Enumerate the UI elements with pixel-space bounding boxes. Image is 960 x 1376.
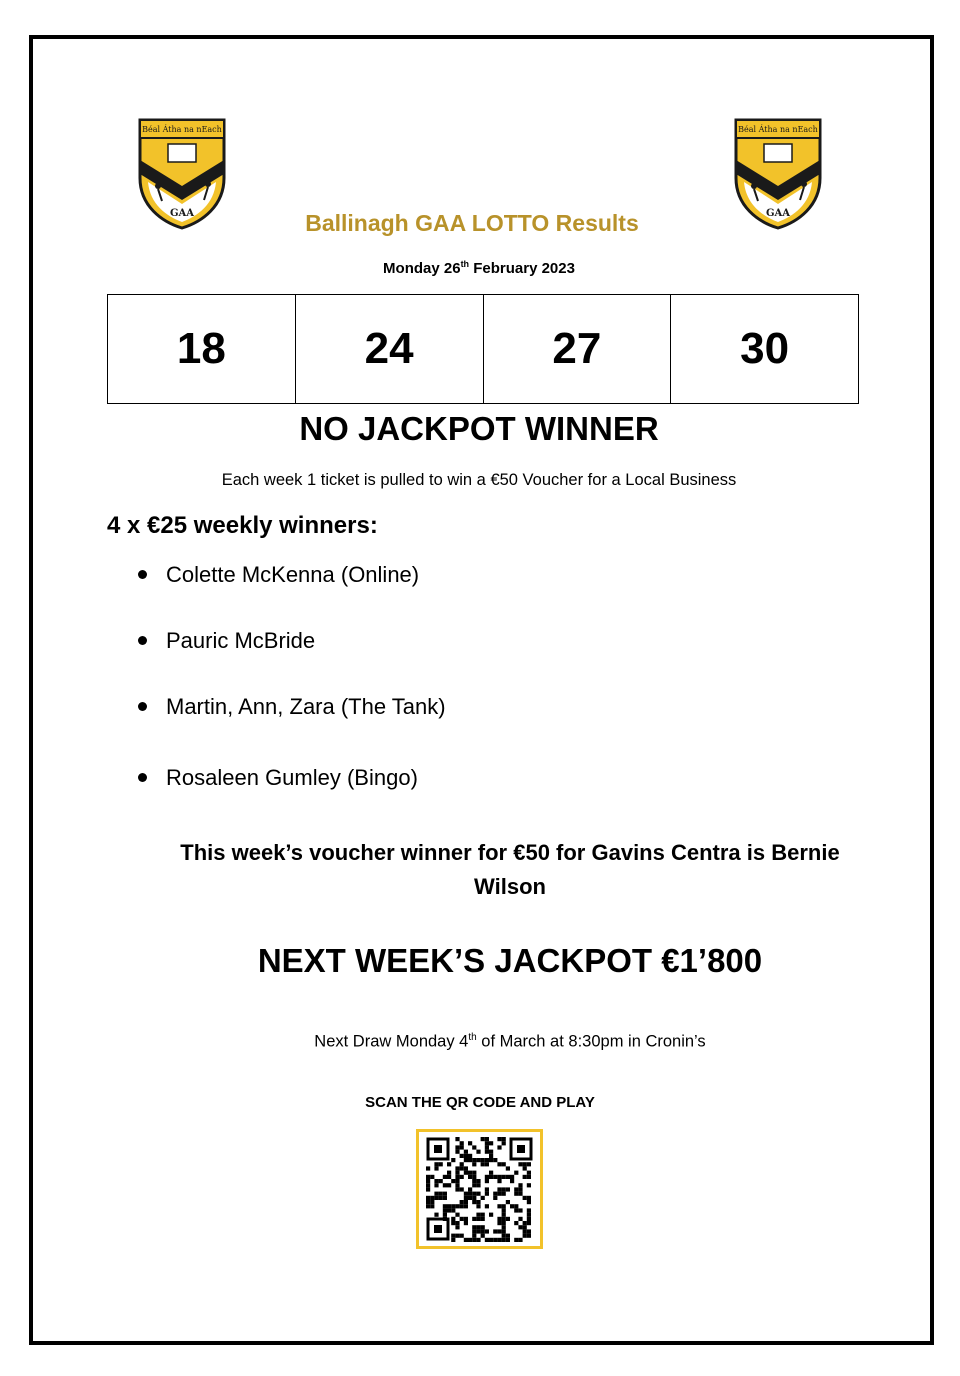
qr-module bbox=[523, 1166, 527, 1170]
qr-module bbox=[472, 1229, 476, 1233]
qr-module bbox=[523, 1234, 527, 1238]
qr-module bbox=[497, 1179, 501, 1183]
qr-module bbox=[460, 1162, 464, 1166]
qr-module bbox=[468, 1238, 472, 1242]
qr-module bbox=[434, 1213, 438, 1217]
qr-module bbox=[485, 1137, 489, 1141]
qr-module bbox=[502, 1204, 506, 1208]
qr-module bbox=[447, 1175, 451, 1179]
qr-module bbox=[527, 1234, 531, 1238]
qr-module bbox=[506, 1175, 510, 1179]
qr-module bbox=[468, 1158, 472, 1162]
qr-module bbox=[518, 1225, 522, 1229]
qr-module bbox=[451, 1221, 455, 1225]
qr-module bbox=[497, 1187, 501, 1191]
qr-module bbox=[464, 1150, 468, 1154]
qr-module bbox=[472, 1175, 476, 1179]
qr-module bbox=[472, 1196, 476, 1200]
qr-module bbox=[464, 1200, 468, 1204]
qr-module bbox=[447, 1183, 451, 1187]
qr-module bbox=[497, 1175, 501, 1179]
qr-module bbox=[485, 1179, 489, 1183]
qr-module bbox=[476, 1225, 480, 1229]
voucher-note: Each week 1 ticket is pulled to win a €50 Voucher for a Local Business bbox=[221, 471, 737, 489]
bullet-icon bbox=[138, 773, 147, 782]
qr-module bbox=[518, 1192, 522, 1196]
qr-module bbox=[523, 1229, 527, 1233]
qr-module bbox=[472, 1183, 476, 1187]
qr-module bbox=[502, 1208, 506, 1212]
qr-module bbox=[485, 1141, 489, 1145]
qr-module bbox=[510, 1204, 514, 1208]
qr-module bbox=[443, 1175, 447, 1179]
bullet-icon bbox=[138, 702, 147, 711]
qr-module bbox=[443, 1204, 447, 1208]
qr-module bbox=[426, 1187, 430, 1191]
qr-module bbox=[506, 1238, 510, 1242]
qr-module bbox=[476, 1158, 480, 1162]
qr-module bbox=[464, 1192, 468, 1196]
draw-number: 18 bbox=[108, 295, 296, 403]
qr-module bbox=[468, 1175, 472, 1179]
qr-module bbox=[468, 1187, 472, 1191]
qr-module bbox=[455, 1171, 459, 1175]
qr-module bbox=[434, 1192, 438, 1196]
qr-module bbox=[472, 1145, 476, 1149]
qr-module bbox=[455, 1187, 459, 1191]
qr-module bbox=[493, 1158, 497, 1162]
qr-module bbox=[502, 1137, 506, 1141]
qr-module bbox=[527, 1229, 531, 1233]
qr-module bbox=[426, 1166, 430, 1170]
qr-module bbox=[518, 1217, 522, 1221]
qr-module bbox=[460, 1154, 464, 1158]
qr-module bbox=[485, 1150, 489, 1154]
qr-module bbox=[510, 1179, 514, 1183]
qr-module bbox=[460, 1166, 464, 1170]
bullet-icon bbox=[138, 570, 147, 579]
qr-module bbox=[472, 1192, 476, 1196]
qr-module bbox=[489, 1150, 493, 1154]
qr-module bbox=[485, 1238, 489, 1242]
qr-module bbox=[527, 1217, 531, 1221]
qr-module bbox=[472, 1171, 476, 1175]
qr-module bbox=[481, 1162, 485, 1166]
qr-module bbox=[514, 1204, 518, 1208]
svg-text:GAA: GAA bbox=[765, 208, 791, 219]
next-draw-info: Next Draw Monday 4th of March at 8:30pm in Cronin’s bbox=[314, 1032, 706, 1051]
qr-module bbox=[489, 1154, 493, 1158]
qr-module bbox=[506, 1217, 510, 1221]
qr-module bbox=[464, 1204, 468, 1208]
qr-module bbox=[468, 1171, 472, 1175]
qr-module bbox=[523, 1175, 527, 1179]
qr-module bbox=[464, 1196, 468, 1200]
qr-module bbox=[464, 1171, 468, 1175]
qr-module bbox=[497, 1192, 501, 1196]
qr-module bbox=[497, 1217, 501, 1221]
qr-module bbox=[485, 1158, 489, 1162]
qr-module bbox=[464, 1166, 468, 1170]
qr-module bbox=[464, 1217, 468, 1221]
qr-module bbox=[455, 1221, 459, 1225]
qr-module bbox=[476, 1204, 480, 1208]
qr-module bbox=[451, 1208, 455, 1212]
qr-module bbox=[434, 1183, 438, 1187]
qr-module bbox=[451, 1238, 455, 1242]
qr-module bbox=[426, 1200, 430, 1204]
qr-module bbox=[439, 1196, 443, 1200]
qr-module bbox=[464, 1154, 468, 1158]
qr-module bbox=[434, 1179, 438, 1183]
qr-module bbox=[493, 1229, 497, 1233]
qr-module bbox=[472, 1217, 476, 1221]
qr-module bbox=[476, 1217, 480, 1221]
qr-module bbox=[523, 1162, 527, 1166]
qr-module bbox=[493, 1196, 497, 1200]
qr-module bbox=[455, 1179, 459, 1183]
qr-module bbox=[502, 1234, 506, 1238]
qr-module bbox=[460, 1217, 464, 1221]
qr-module bbox=[527, 1175, 531, 1179]
svg-text:GAA: GAA bbox=[169, 208, 195, 219]
qr-module bbox=[447, 1204, 451, 1208]
qr-module bbox=[481, 1234, 485, 1238]
qr-module bbox=[489, 1175, 493, 1179]
qr-module bbox=[455, 1175, 459, 1179]
qr-module bbox=[460, 1175, 464, 1179]
qr-module bbox=[476, 1229, 480, 1233]
qr-module bbox=[451, 1217, 455, 1221]
qr-module bbox=[464, 1238, 468, 1242]
qr-module bbox=[468, 1192, 472, 1196]
bullet-icon bbox=[138, 636, 147, 645]
svg-text:Béal Átha na nEach: Béal Átha na nEach bbox=[142, 125, 222, 134]
qr-module bbox=[430, 1204, 434, 1208]
qr-module bbox=[476, 1150, 480, 1154]
qr-module bbox=[443, 1217, 447, 1221]
qr-module bbox=[460, 1200, 464, 1204]
qr-module bbox=[472, 1238, 476, 1242]
voucher-winner: This week’s voucher winner for €50 for Gavins Centra is Bernie Wilson bbox=[180, 840, 840, 899]
qr-module bbox=[502, 1192, 506, 1196]
weekly-winners-heading: 4 x €25 weekly winners: bbox=[107, 512, 378, 539]
qr-module bbox=[476, 1192, 480, 1196]
qr-module bbox=[489, 1213, 493, 1217]
qr-module bbox=[493, 1175, 497, 1179]
qr-module bbox=[497, 1204, 501, 1208]
qr-module bbox=[455, 1137, 459, 1141]
qr-module bbox=[514, 1171, 518, 1175]
qr-module bbox=[476, 1183, 480, 1187]
qr-module bbox=[455, 1150, 459, 1154]
qr-module bbox=[518, 1187, 522, 1191]
qr-module bbox=[527, 1196, 531, 1200]
qr-module bbox=[481, 1158, 485, 1162]
qr-module bbox=[489, 1238, 493, 1242]
qr-module bbox=[485, 1192, 489, 1196]
qr-module bbox=[510, 1175, 514, 1179]
qr-module bbox=[455, 1234, 459, 1238]
qr-module bbox=[455, 1166, 459, 1170]
qr-module bbox=[455, 1225, 459, 1229]
qr-module bbox=[485, 1145, 489, 1149]
qr-module bbox=[476, 1200, 480, 1204]
qr-module bbox=[523, 1221, 527, 1225]
qr-module bbox=[514, 1187, 518, 1191]
qr-module bbox=[502, 1229, 506, 1233]
qr-module bbox=[472, 1162, 476, 1166]
qr-module bbox=[451, 1158, 455, 1162]
qr-module bbox=[489, 1158, 493, 1162]
qr-module bbox=[489, 1141, 493, 1145]
list-item: Colette McKenna (Online) bbox=[138, 562, 419, 588]
qr-module bbox=[527, 1200, 531, 1204]
qr-module bbox=[455, 1183, 459, 1187]
qr-module bbox=[430, 1200, 434, 1204]
qr-module bbox=[514, 1208, 518, 1212]
qr-module bbox=[527, 1162, 531, 1166]
qr-module bbox=[443, 1183, 447, 1187]
qr-module bbox=[472, 1158, 476, 1162]
svg-text:Béal Átha na nEach: Béal Átha na nEach bbox=[738, 125, 818, 134]
qr-module bbox=[485, 1204, 489, 1208]
qr-module bbox=[481, 1217, 485, 1221]
qr-module bbox=[439, 1162, 443, 1166]
draw-number: 24 bbox=[296, 295, 484, 403]
qr-module bbox=[451, 1234, 455, 1238]
qr-module bbox=[443, 1208, 447, 1212]
qr-module bbox=[514, 1221, 518, 1225]
qr-module bbox=[481, 1137, 485, 1141]
qr-module bbox=[481, 1225, 485, 1229]
qr-module bbox=[523, 1225, 527, 1229]
qr-module bbox=[434, 1162, 438, 1166]
qr-module bbox=[485, 1162, 489, 1166]
list-item: Rosaleen Gumley (Bingo) bbox=[138, 765, 418, 791]
qr-module bbox=[518, 1208, 522, 1212]
qr-module bbox=[451, 1179, 455, 1183]
qr-module bbox=[460, 1234, 464, 1238]
draw-number: 30 bbox=[740, 324, 790, 373]
qr-module bbox=[455, 1204, 459, 1208]
qr-module bbox=[481, 1196, 485, 1200]
qr-module bbox=[506, 1187, 510, 1191]
qr-module bbox=[502, 1225, 506, 1229]
qr-module bbox=[443, 1192, 447, 1196]
qr-module bbox=[514, 1238, 518, 1242]
qr-module bbox=[439, 1192, 443, 1196]
qr-module bbox=[527, 1171, 531, 1175]
qr-module bbox=[502, 1221, 506, 1225]
list-item: Pauric McBride bbox=[138, 628, 315, 654]
draw-number: 27 bbox=[484, 295, 672, 403]
qr-module bbox=[518, 1162, 522, 1166]
qr-module bbox=[426, 1183, 430, 1187]
qr-module bbox=[464, 1158, 468, 1162]
qr-module bbox=[455, 1145, 459, 1149]
qr-module bbox=[502, 1175, 506, 1179]
qr-module bbox=[523, 1196, 527, 1200]
next-jackpot: NEXT WEEK’S JACKPOT €1’800 bbox=[257, 942, 763, 979]
qr-module bbox=[502, 1213, 506, 1217]
qr-module bbox=[468, 1196, 472, 1200]
qr-module bbox=[472, 1200, 476, 1204]
qr-module bbox=[493, 1192, 497, 1196]
qr-module bbox=[497, 1145, 501, 1149]
qr-module bbox=[502, 1217, 506, 1221]
qr-module bbox=[518, 1238, 522, 1242]
qr-module bbox=[502, 1141, 506, 1145]
draw-date: Monday 26th February 2023 bbox=[383, 259, 575, 277]
qr-module bbox=[485, 1229, 489, 1233]
qr-module bbox=[430, 1175, 434, 1179]
qr-module bbox=[493, 1238, 497, 1242]
qr-module bbox=[497, 1221, 501, 1225]
qr-module bbox=[527, 1221, 531, 1225]
qr-module bbox=[447, 1208, 451, 1212]
qr-module bbox=[464, 1221, 468, 1225]
qr-module bbox=[514, 1192, 518, 1196]
qr-module bbox=[485, 1187, 489, 1191]
qr-module bbox=[481, 1229, 485, 1233]
qr-module bbox=[426, 1204, 430, 1208]
qr-module bbox=[447, 1171, 451, 1175]
qr-module bbox=[497, 1238, 501, 1242]
qr-module bbox=[502, 1162, 506, 1166]
qr-module bbox=[497, 1137, 501, 1141]
qr-module bbox=[502, 1187, 506, 1191]
qr-module bbox=[468, 1154, 472, 1158]
qr-module bbox=[497, 1229, 501, 1233]
qr-module bbox=[460, 1141, 464, 1145]
qr-module bbox=[430, 1196, 434, 1200]
qr-module bbox=[434, 1196, 438, 1200]
qr-module bbox=[460, 1187, 464, 1191]
list-item: Martin, Ann, Zara (The Tank) bbox=[138, 694, 446, 720]
qr-module bbox=[443, 1213, 447, 1217]
qr-module bbox=[472, 1234, 476, 1238]
qr-module bbox=[506, 1234, 510, 1238]
qr-module bbox=[426, 1179, 430, 1183]
qr-module bbox=[476, 1179, 480, 1183]
qr-module bbox=[527, 1183, 531, 1187]
qr-module bbox=[460, 1204, 464, 1208]
qr-module bbox=[506, 1200, 510, 1204]
qr-module bbox=[485, 1175, 489, 1179]
qr-module bbox=[434, 1166, 438, 1170]
qr-module bbox=[476, 1238, 480, 1242]
qr-module bbox=[426, 1175, 430, 1179]
qr-module bbox=[451, 1204, 455, 1208]
qr-code-icon[interactable] bbox=[416, 1129, 543, 1249]
qr-module bbox=[460, 1145, 464, 1149]
draw-numbers-table bbox=[107, 294, 859, 404]
qr-module bbox=[455, 1213, 459, 1217]
qr-module bbox=[447, 1162, 451, 1166]
qr-module bbox=[497, 1162, 501, 1166]
qr-module bbox=[481, 1213, 485, 1217]
qr-module bbox=[489, 1171, 493, 1175]
scan-prompt: SCAN THE QR CODE AND PLAY bbox=[365, 1094, 595, 1111]
page-title: Ballinagh GAA LOTTO Results bbox=[305, 210, 639, 236]
qr-module bbox=[426, 1196, 430, 1200]
qr-module bbox=[527, 1213, 531, 1217]
qr-module bbox=[443, 1196, 447, 1200]
qr-module bbox=[476, 1213, 480, 1217]
qr-module bbox=[506, 1166, 510, 1170]
result-headline: NO JACKPOT WINNER bbox=[299, 410, 659, 447]
qr-module bbox=[439, 1179, 443, 1183]
qr-module bbox=[502, 1238, 506, 1242]
qr-module bbox=[527, 1208, 531, 1212]
qr-module bbox=[518, 1183, 522, 1187]
qr-module bbox=[468, 1141, 472, 1145]
qr-module bbox=[472, 1225, 476, 1229]
qr-module bbox=[472, 1179, 476, 1183]
